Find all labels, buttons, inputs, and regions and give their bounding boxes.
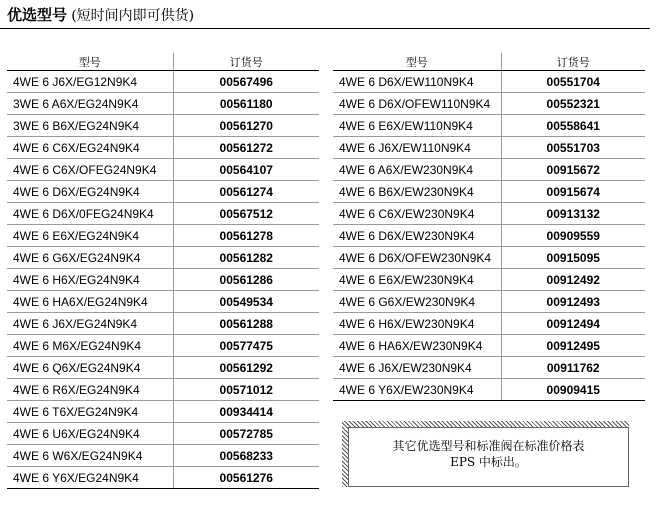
model-cell: 4WE 6 J6X/EW110N9K4 (333, 137, 501, 159)
table-row (7, 115, 319, 137)
order-number-cell: 00912494 (501, 313, 645, 335)
table-row (7, 291, 319, 313)
order-number-cell: 00915674 (501, 181, 645, 203)
model-cell: 4WE 6 T6X/EG24N9K4 (7, 401, 173, 423)
table-row (333, 137, 645, 159)
table-row (7, 467, 319, 489)
table-row (7, 335, 319, 357)
table-row (333, 335, 645, 357)
model-column-header: 型号 (7, 53, 173, 71)
table-row (7, 93, 319, 115)
model-cell: 4WE 6 D6X/EW230N9K4 (333, 225, 501, 247)
model-cell: 4WE 6 M6X/EG24N9K4 (7, 335, 173, 357)
table-row (7, 181, 319, 203)
model-cell: 4WE 6 E6X/EG24N9K4 (7, 225, 173, 247)
model-cell: 4WE 6 G6X/EW230N9K4 (333, 291, 501, 313)
table-row (333, 115, 645, 137)
left-table-header (7, 53, 319, 71)
model-cell: 4WE 6 H6X/EG24N9K4 (7, 269, 173, 291)
order-number-cell: 00552321 (501, 93, 645, 115)
order-number-cell: 00551703 (501, 137, 645, 159)
table-row (7, 379, 319, 401)
table-row (7, 313, 319, 335)
table-row (7, 445, 319, 467)
order-number-cell: 00912492 (501, 269, 645, 291)
order-number-cell: 00934414 (173, 401, 319, 423)
model-cell: 4WE 6 C6X/EW230N9K4 (333, 203, 501, 225)
order-number-cell: 00561270 (173, 115, 319, 137)
table-row (7, 203, 319, 225)
order-number-column-header: 订货号 (173, 53, 319, 71)
order-number-cell: 00909415 (501, 379, 645, 401)
model-cell: 4WE 6 B6X/EW230N9K4 (333, 181, 501, 203)
order-number-cell: 00572785 (173, 423, 319, 445)
table-row (7, 269, 319, 291)
model-cell: 4WE 6 J6X/EW230N9K4 (333, 357, 501, 379)
order-number-cell: 00915095 (501, 247, 645, 269)
order-number-cell: 00911762 (501, 357, 645, 379)
order-number-cell: 00561282 (173, 247, 319, 269)
table-row (7, 247, 319, 269)
order-number-cell: 00567496 (173, 71, 319, 93)
order-number-cell: 00558641 (501, 115, 645, 137)
note-line-1: 其它优选型号和标准阀在标准价格表 (392, 439, 585, 453)
model-cell: 4WE 6 R6X/EG24N9K4 (7, 379, 173, 401)
order-number-cell: 00568233 (173, 445, 319, 467)
model-cell: 4WE 6 Y6X/EW230N9K4 (333, 379, 501, 401)
table-row (333, 93, 645, 115)
order-number-cell: 00577475 (173, 335, 319, 357)
model-cell: 4WE 6 E6X/EW230N9K4 (333, 269, 501, 291)
order-number-cell: 00567512 (173, 203, 319, 225)
model-cell: 4WE 6 D6X/EW110N9K4 (333, 71, 501, 93)
table-row (7, 357, 319, 379)
table-row (7, 401, 319, 423)
table-row (333, 291, 645, 313)
order-number-cell: 00561292 (173, 357, 319, 379)
table-row (7, 159, 319, 181)
order-number-cell: 00912493 (501, 291, 645, 313)
order-number-cell: 00561180 (173, 93, 319, 115)
table-row (7, 225, 319, 247)
model-cell: 4WE 6 U6X/EG24N9K4 (7, 423, 173, 445)
order-number-cell: 00561276 (173, 467, 319, 489)
model-cell: 4WE 6 J6X/EG12N9K4 (7, 71, 173, 93)
model-cell: 4WE 6 W6X/EG24N9K4 (7, 445, 173, 467)
order-number-cell: 00571012 (173, 379, 319, 401)
note-box (348, 427, 629, 487)
model-cell: 4WE 6 HA6X/EW230N9K4 (333, 335, 501, 357)
table-row (7, 423, 319, 445)
model-cell: 4WE 6 HA6X/EG24N9K4 (7, 291, 173, 313)
table-row (333, 203, 645, 225)
right-model-table (333, 53, 645, 401)
table-row (7, 71, 319, 93)
model-cell: 4WE 6 C6X/OFEG24N9K4 (7, 159, 173, 181)
table-row (333, 225, 645, 247)
order-number-cell: 00909559 (501, 225, 645, 247)
model-cell: 4WE 6 D6X/EG24N9K4 (7, 181, 173, 203)
order-number-cell: 00561278 (173, 225, 319, 247)
table-row (333, 379, 645, 401)
model-cell: 4WE 6 C6X/EG24N9K4 (7, 137, 173, 159)
order-number-cell: 00912495 (501, 335, 645, 357)
table-row (333, 71, 645, 93)
order-number-cell: 00564107 (173, 159, 319, 181)
order-number-cell: 00549534 (173, 291, 319, 313)
model-cell: 4WE 6 Q6X/EG24N9K4 (7, 357, 173, 379)
order-number-cell: 00551704 (501, 71, 645, 93)
order-number-cell: 00561288 (173, 313, 319, 335)
model-cell: 4WE 6 G6X/EG24N9K4 (7, 247, 173, 269)
table-row (333, 159, 645, 181)
model-cell: 4WE 6 H6X/EW230N9K4 (333, 313, 501, 335)
model-cell: 4WE 6 D6X/OFEW110N9K4 (333, 93, 501, 115)
model-cell: 4WE 6 D6X/OFEW230N9K4 (333, 247, 501, 269)
page-title-subtitle: (短时间内即可供货) (71, 8, 195, 24)
model-cell: 4WE 6 A6X/EW230N9K4 (333, 159, 501, 181)
page-title (7, 4, 194, 25)
model-cell: 3WE 6 A6X/EG24N9K4 (7, 93, 173, 115)
model-cell: 4WE 6 Y6X/EG24N9K4 (7, 467, 173, 489)
table-row (333, 181, 645, 203)
order-number-cell: 00915672 (501, 159, 645, 181)
model-cell: 4WE 6 E6X/EW110N9K4 (333, 115, 501, 137)
left-model-table (7, 53, 319, 489)
table-row (333, 313, 645, 335)
order-number-cell: 00561286 (173, 269, 319, 291)
table-row (7, 137, 319, 159)
table-row (333, 357, 645, 379)
table-row (333, 269, 645, 291)
model-cell: 4WE 6 D6X/0FEG24N9K4 (7, 203, 173, 225)
order-number-column-header: 订货号 (501, 53, 645, 71)
model-column-header: 型号 (333, 53, 501, 71)
order-number-cell: 00561274 (173, 181, 319, 203)
order-number-cell: 00913132 (501, 203, 645, 225)
page-title-bold: 优选型号 (7, 6, 68, 24)
note-line-2: EPS 中标出。 (450, 455, 527, 469)
model-cell: 3WE 6 B6X/EG24N9K4 (7, 115, 173, 137)
order-number-cell: 00561272 (173, 137, 319, 159)
table-row (333, 247, 645, 269)
model-cell: 4WE 6 J6X/EG24N9K4 (7, 313, 173, 335)
right-table-header (333, 53, 645, 71)
title-divider (0, 28, 650, 29)
